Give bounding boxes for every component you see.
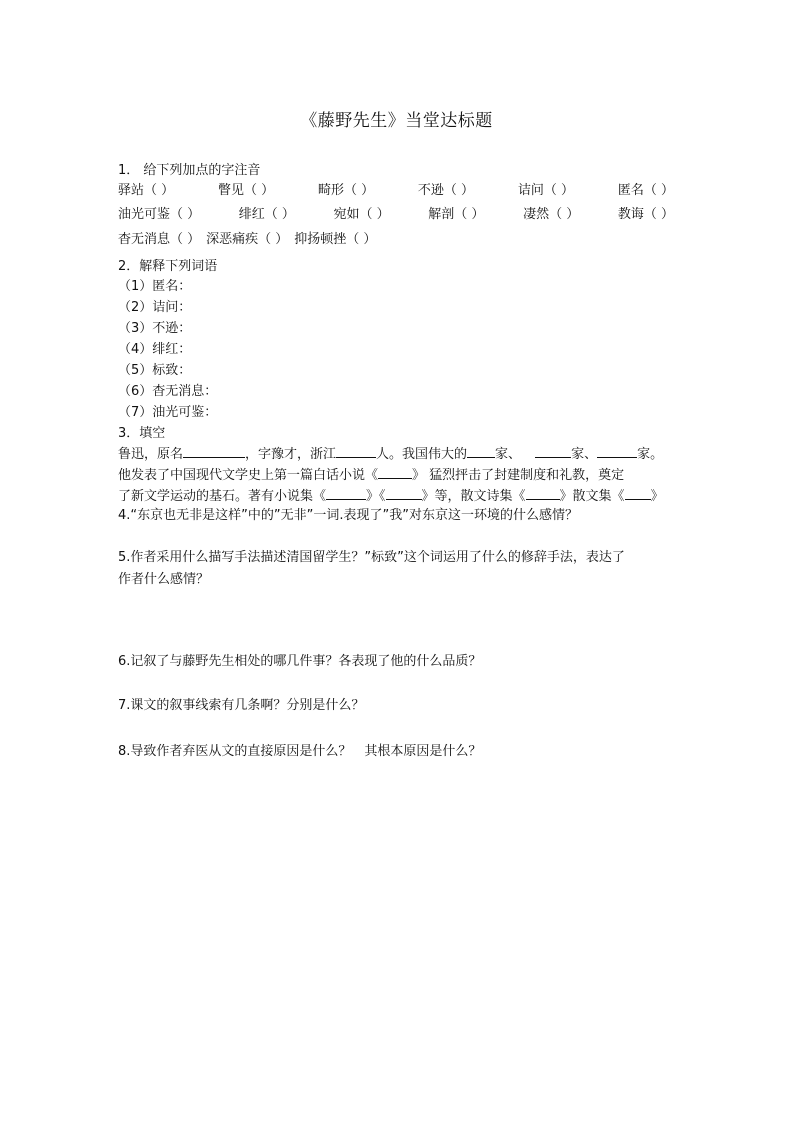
fill-blank[interactable] xyxy=(467,444,495,458)
q1-item: 诘问（ ） xyxy=(517,183,575,198)
q1-item: 驿站（ ） xyxy=(118,183,175,198)
q5-text-line-2: 作者什么感情？ xyxy=(118,572,210,587)
page-title: 《藤野先生》当堂达标题 xyxy=(300,111,493,131)
q1-item: 不逊（ ） xyxy=(417,183,475,198)
q8-text: 8.导致作者弃医从文的直接原因是什么？ 其根本原因是什么？ xyxy=(118,744,482,759)
fill-blank[interactable] xyxy=(336,444,376,458)
q1-item: 深恶痛疾（ ） xyxy=(206,232,289,247)
q2-item: （2）诘问： xyxy=(118,300,192,315)
fill-blank[interactable] xyxy=(326,486,366,500)
q1-item: 抑扬顿挫（ ） xyxy=(294,232,377,247)
q2-item: （7）油光可鉴： xyxy=(118,405,218,420)
fill-blank[interactable] xyxy=(597,444,637,458)
q3-line-2: 他发表了中国现代文学史上第一篇白话小说《 》 猛烈抨击了封建制度和礼教，奠定 xyxy=(118,465,624,485)
q2-item: （3）不逊： xyxy=(118,321,192,336)
q7-text: 7.课文的叙事线索有几条啊？分别是什么？ xyxy=(118,698,365,713)
q1-item: 杳无消息（ ） xyxy=(118,232,201,247)
q1-row-3 xyxy=(118,231,376,249)
q1-item: 凄然（ ） xyxy=(523,207,580,222)
q1-item: 匿名（ ） xyxy=(617,183,674,198)
q2-item: （1）匿名： xyxy=(118,279,192,294)
q1-item: 绯红（ ） xyxy=(238,207,295,222)
q3-line-1: 鲁迅，原名 ，字豫才，浙江 人。我国伟大的 家、 家、 家。 xyxy=(118,444,663,464)
fill-blank[interactable] xyxy=(526,486,560,500)
fill-blank[interactable] xyxy=(386,486,422,500)
q3-line-3: 了新文学运动的基石。著有小说集《 》《 》等，散文诗集《 》散文集《 》 xyxy=(118,486,664,506)
q6-text: 6.记叙了与藤野先生相处的哪几件事？各表现了他的什么品质？ xyxy=(118,654,482,669)
fill-blank[interactable] xyxy=(535,444,571,458)
q1-item: 瞥见（ ） xyxy=(217,183,275,198)
fill-blank[interactable] xyxy=(625,486,651,500)
q1-item: 油光可鉴（ ） xyxy=(118,207,201,222)
q1-heading: 1． 给下列加点的字注音 xyxy=(118,163,261,178)
q1-item: 畸形（ ） xyxy=(317,183,375,198)
q2-item: （4）绯红： xyxy=(118,342,192,357)
q1-item: 解剖（ ） xyxy=(428,207,485,222)
q1-item: 教诲（ ） xyxy=(617,207,674,222)
q2-item: （6）杳无消息： xyxy=(118,384,218,399)
q1-item: 宛如（ ） xyxy=(333,207,390,222)
fill-blank[interactable] xyxy=(378,465,412,479)
q4-text: 4.“东京也无非是这样”中的”无非”一词.表现了”我”对东京这一环境的什么感情？ xyxy=(118,508,578,523)
q1-row-2 xyxy=(118,206,674,224)
q5-text-line-1: 5.作者采用什么描写手法描述清国留学生？”标致”这个词运用了什么的修辞手法，表达了 xyxy=(118,550,625,565)
q3-heading: 3．填空 xyxy=(118,426,166,441)
q2-heading: 2．解释下列词语 xyxy=(118,259,218,274)
fill-blank[interactable] xyxy=(183,444,245,458)
q2-item: （5）标致： xyxy=(118,363,192,378)
q1-row-1 xyxy=(118,182,674,200)
